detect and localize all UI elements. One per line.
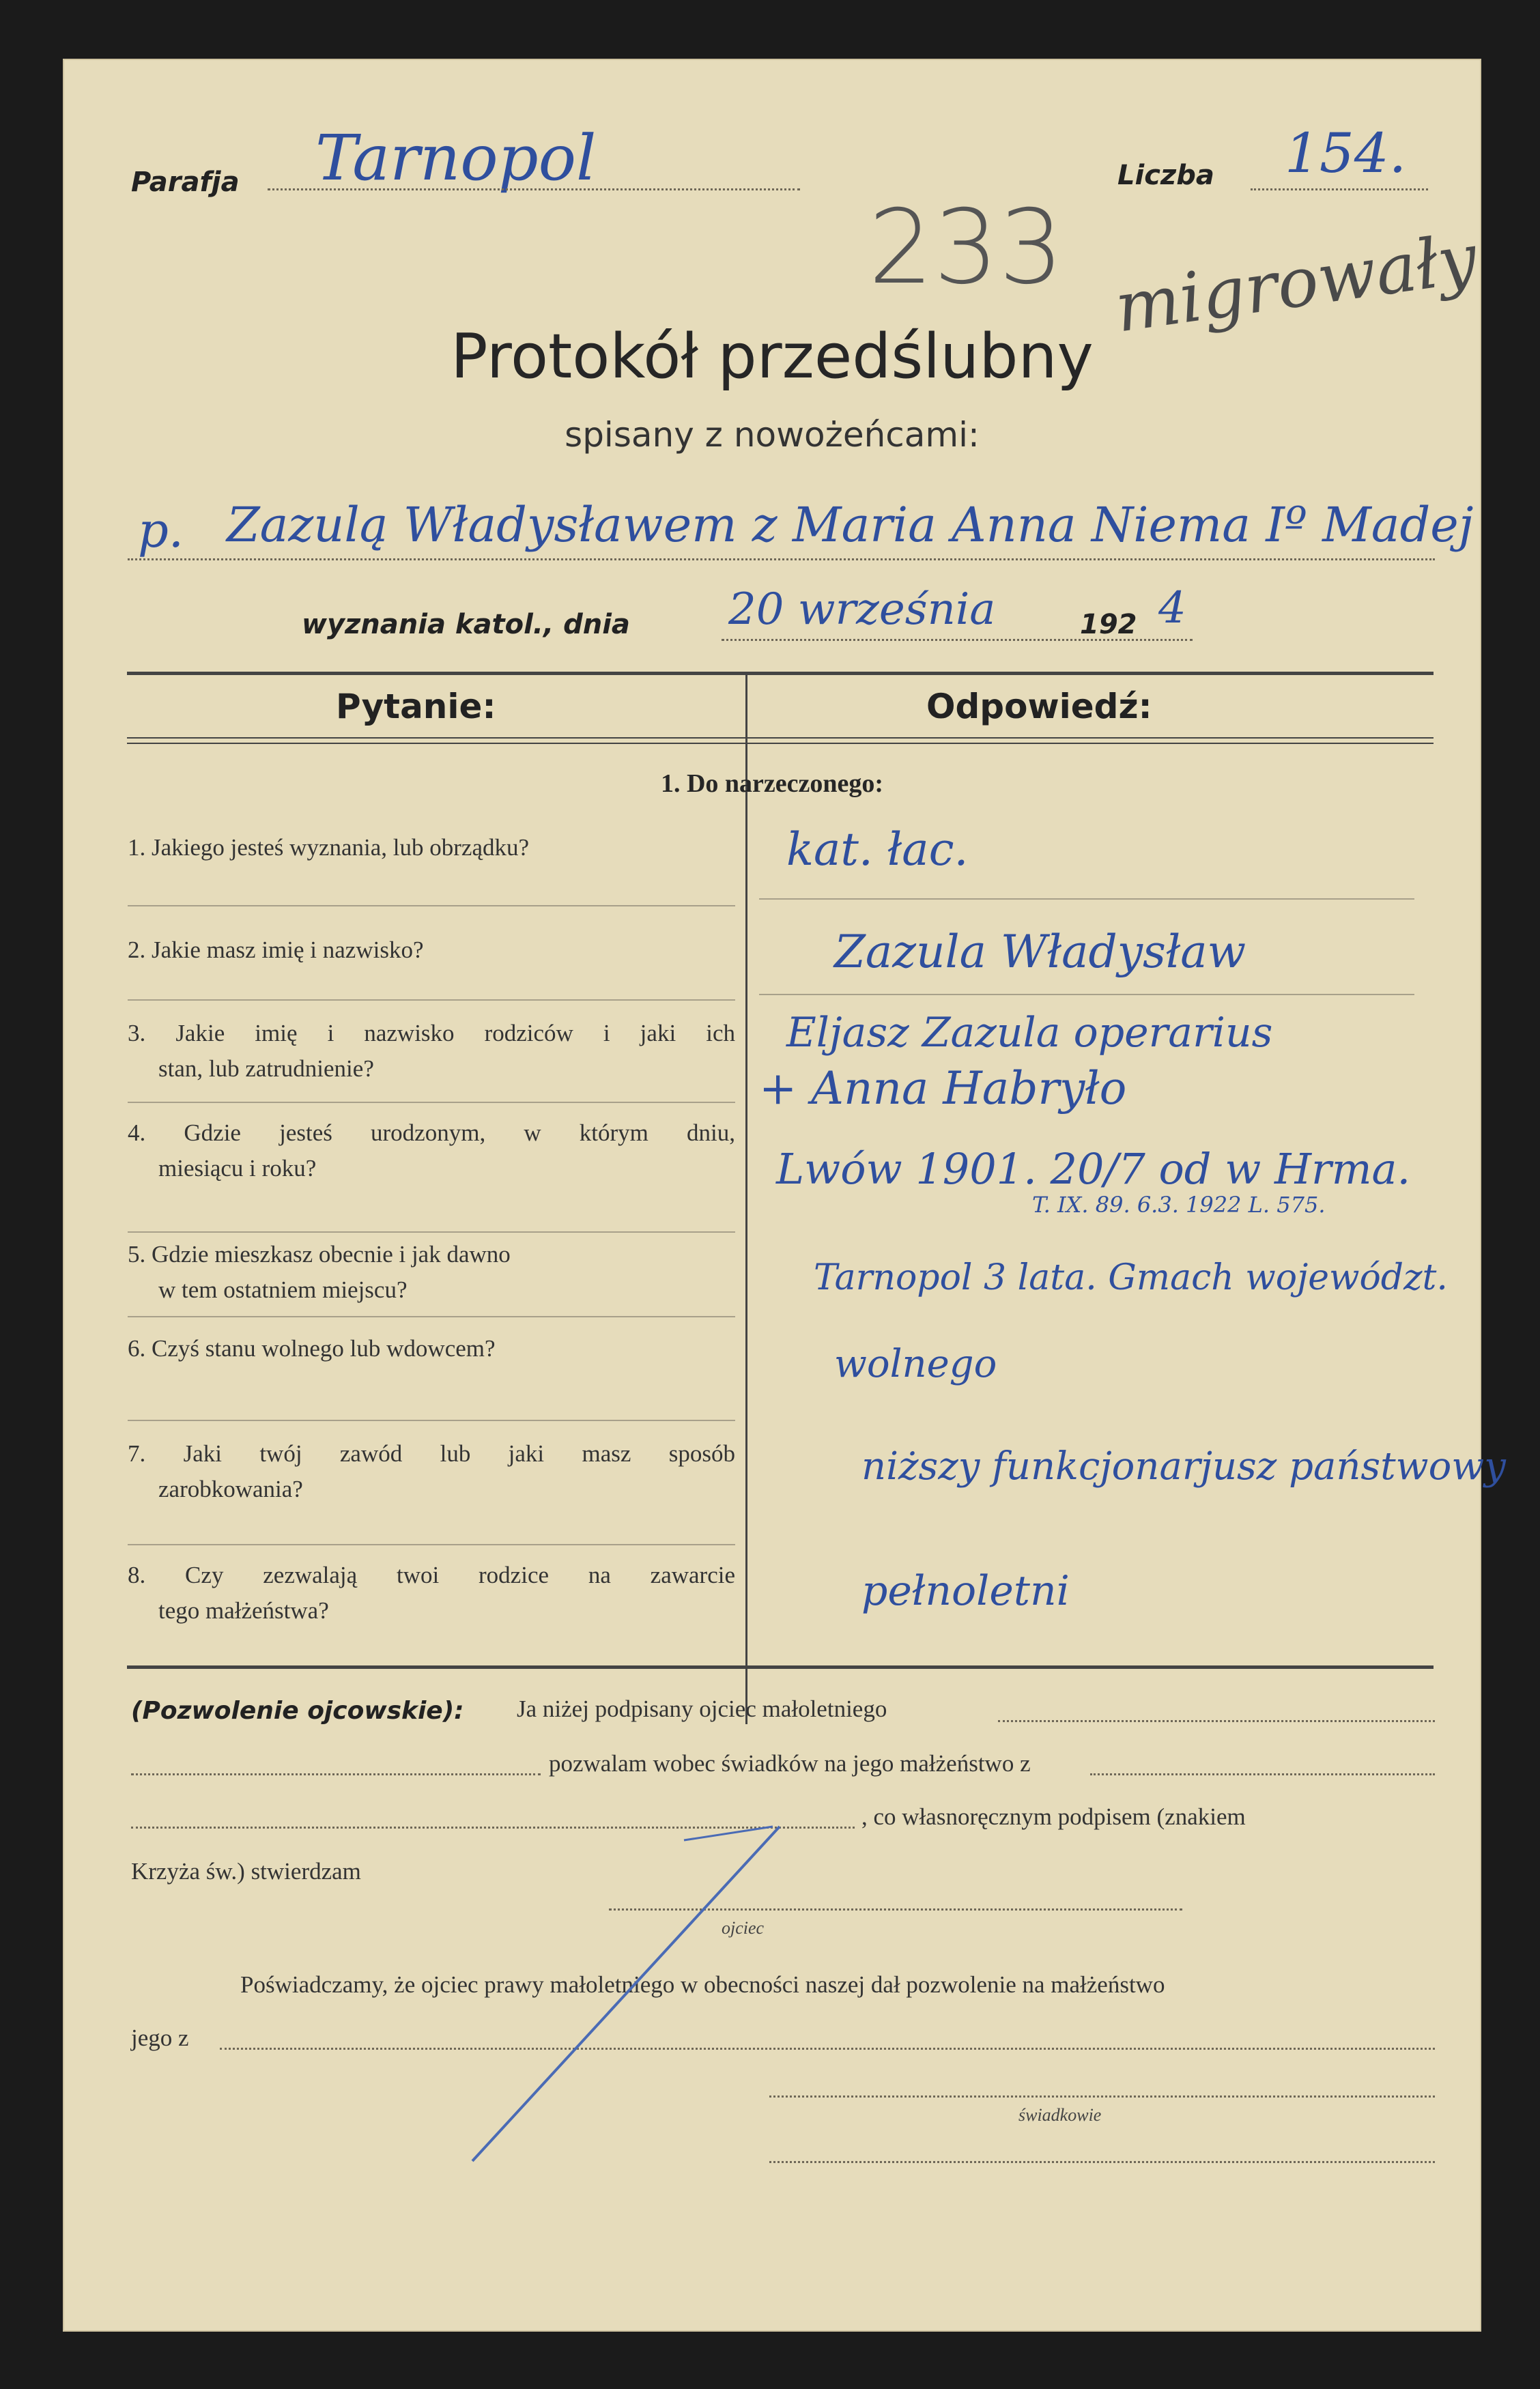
table-top-rule: [127, 672, 1434, 675]
date-value: 20 września: [728, 584, 996, 635]
attestation-text: Poświadczamy, że ojciec prawy małoletniego w obecności naszej dał pozwolenie na małżeństwo: [240, 1971, 1165, 1998]
answer-3-line-1: Eljasz Zazula operarius: [786, 1009, 1273, 1057]
answer-5: Tarnopol 3 lata. Gmach województ.: [814, 1257, 1448, 1298]
question-column-header: Pytanie:: [336, 687, 496, 726]
question-4-line-1: 4. Gdzie jesteś urodzonym, w którym dniu,: [128, 1119, 735, 1146]
question-8-line-2: tego małżeństwa?: [158, 1597, 329, 1624]
permission-dotted-2b: [1090, 1773, 1435, 1775]
liczba-dotted-line: [1251, 188, 1428, 190]
form-sheet: [63, 59, 1506, 2332]
permission-dotted-2a: [131, 1773, 541, 1775]
form-subtitle: spisany z nowożeńcami:: [565, 415, 980, 455]
jego-z-dotted-line: [220, 2048, 1435, 2050]
form-title: Protokół przedślubny: [451, 321, 1094, 392]
permission-line-3: , co własnoręcznym podpisem (znakiem: [861, 1803, 1246, 1830]
couple-dotted-line: [128, 558, 1435, 560]
question-6: [128, 1331, 496, 1367]
answer-3-line-2: + Anna Habryło: [759, 1062, 1127, 1115]
permission-heading: (Pozwolenie ojcowskie):: [131, 1697, 464, 1725]
question-4: [128, 1115, 735, 1186]
parafja-value: Tarnopol: [315, 121, 597, 195]
answer-1: kat. łac.: [786, 823, 969, 876]
cancellation-stroke: [459, 1820, 800, 2175]
table-header-rule-1: [127, 737, 1434, 739]
witness-dotted-line-2: [769, 2161, 1435, 2163]
question-separator-3: [128, 1102, 735, 1103]
year-suffix: 4: [1158, 583, 1186, 633]
year-prefix: 192: [1080, 609, 1137, 640]
question-separator-2: [128, 999, 735, 1001]
question-3: [128, 1016, 735, 1087]
permission-line-2: pozwalam wobec świadków na jego małżeństwo z: [549, 1750, 1031, 1777]
question-4-line-2: miesiącu i roku?: [158, 1155, 317, 1182]
question-separator-5: [128, 1316, 735, 1317]
question-separator-1: [128, 905, 735, 906]
question-1-line-1: 1. Jakiego jesteś wyznania, lub obrządku?: [128, 834, 530, 861]
answer-7: niższy funkcjonarjusz państwowy: [861, 1444, 1506, 1489]
question-3-line-1: 3. Jakie imię i nazwisko rodziców i jaki ich: [128, 1020, 735, 1046]
answer-4-line-1: Lwów 1901. 20/7 od w Hrma.: [776, 1144, 1411, 1194]
parafja-label: Parafja: [131, 167, 240, 198]
question-8: [128, 1558, 735, 1629]
parafja-dotted-line: [268, 188, 800, 190]
question-3-line-2: stan, lub zatrudnienie?: [158, 1055, 374, 1082]
permission-line-1: Ja niżej podpisany ojciec małoletniego: [517, 1696, 887, 1722]
father-caption: ojciec: [722, 1918, 765, 1938]
question-7-line-1: 7. Jaki twój zawód lub jaki masz sposób: [128, 1440, 735, 1467]
question-7: [128, 1436, 735, 1507]
question-separator-7: [128, 1544, 735, 1545]
question-8-line-1: 8. Czy zezwalają twoi rodzice na zawarcie: [128, 1562, 735, 1588]
question-5-line-2: w tem ostatniem miejscu?: [158, 1276, 408, 1303]
jego-z-label: jego z: [131, 2025, 189, 2051]
liczba-value: 154.: [1285, 121, 1407, 185]
witness-dotted-line: [769, 2095, 1435, 2098]
answer-separator-2: [759, 994, 1414, 995]
table-bottom-rule: [127, 1665, 1434, 1669]
couple-names: Zazulą Władysławem z Maria Anna Niema Iº Madej: [227, 497, 1474, 553]
stamp-number: 233: [868, 188, 1064, 307]
annotation-handwriting: migrowały: [1110, 218, 1482, 348]
section-title: 1. Do narzeczonego:: [660, 769, 884, 798]
witnesses-caption: świadkowie: [1018, 2105, 1102, 2125]
table-column-divider: [745, 673, 747, 1724]
question-6-line-1: 6. Czyś stanu wolnego lub wdowcem?: [128, 1335, 496, 1362]
table-header-rule-2: [127, 743, 1434, 744]
question-2: [128, 932, 423, 968]
question-7-line-2: zarobkowania?: [158, 1476, 303, 1502]
denomination-label: wyznania katol., dnia: [302, 609, 630, 640]
answer-column-header: Odpowiedź:: [926, 687, 1152, 726]
question-2-line-1: 2. Jakie masz imię i nazwisko?: [128, 936, 424, 963]
question-1: [128, 830, 529, 866]
permission-line-4: Krzyża św.) stwierdzam: [131, 1858, 361, 1885]
answer-separator-1: [759, 898, 1414, 900]
answer-4-line-2: T. IX. 89. 6.3. 1922 L. 575.: [1032, 1192, 1326, 1218]
permission-dotted-1: [998, 1720, 1435, 1722]
answer-6: wolnego: [834, 1342, 997, 1386]
answer-8: pełnoletni: [861, 1567, 1070, 1615]
question-5: [128, 1237, 511, 1308]
question-5-line-1: 5. Gdzie mieszkasz obecnie i jak dawno: [128, 1241, 511, 1268]
question-separator-6: [128, 1420, 735, 1421]
answer-2: Zazula Władysław: [834, 926, 1246, 978]
liczba-label: Liczba: [1117, 160, 1214, 191]
question-separator-4: [128, 1231, 735, 1233]
couple-prefix: p.: [138, 502, 184, 558]
